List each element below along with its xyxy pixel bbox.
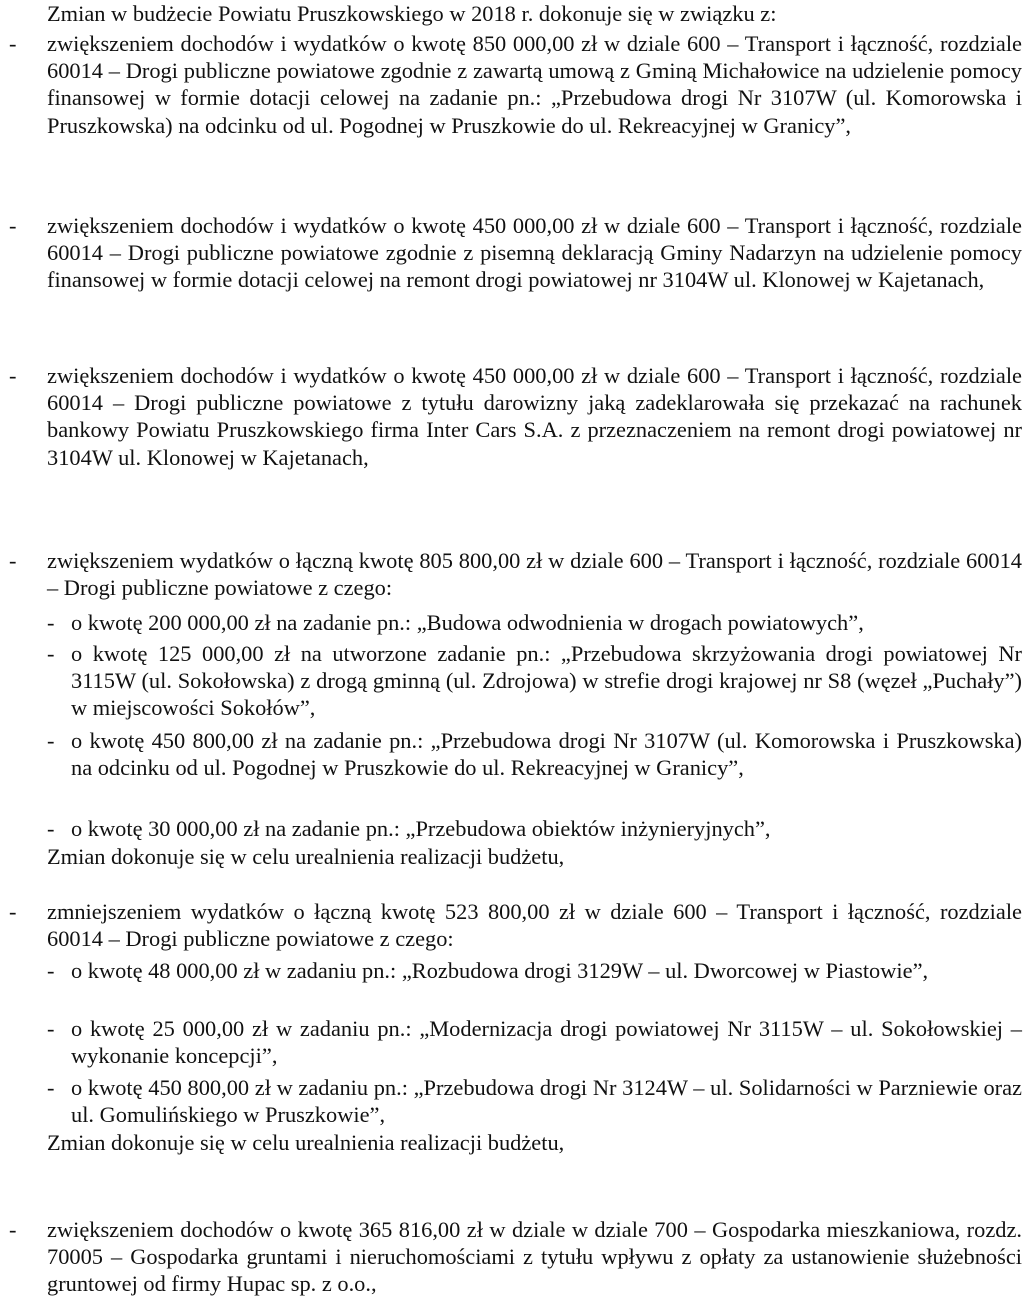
- sub-list-item-text: o kwotę 25 000,00 zł w zadaniu pn.: „Modernizacja drogi powiatowej Nr 3115W – ul. Sokołowskiej – wykonanie koncepcji”,: [71, 1016, 1022, 1069]
- list-dash: -: [9, 363, 17, 388]
- sub-list-item-text: o kwotę 48 000,00 zł w zadaniu pn.: „Rozbudowa drogi 3129W – ul. Dworcowej w Piastowie”,: [71, 958, 929, 983]
- closing-note: Zmian dokonuje się w celu urealnienia realizacji budżetu,: [47, 844, 565, 869]
- list-dash: -: [9, 899, 17, 924]
- closing-note: Zmian dokonuje się w celu urealnienia realizacji budżetu,: [47, 1130, 565, 1155]
- sub-list-dash: -: [47, 1075, 55, 1100]
- list-dash: -: [9, 548, 17, 573]
- sub-list-item-text: o kwotę 30 000,00 zł na zadanie pn.: „Przebudowa obiektów inżynieryjnych”,: [71, 816, 771, 841]
- list-item-text: zwiększeniem dochodów i wydatków o kwotę 850 000,00 zł w dziale 600 – Transport i łączność, rozdziale 60014 – Drogi publiczne powiatowe zgodnie z zawartą umową z Gminą Michałowice na udzielenie pomocy finansowej w formie dotacji celowej na zadanie pn.: „Przebudowa drogi Nr 3107W (ul. Komorowska i Pruszkowska) na odcinku od ul. Pogodnej w Pruszkowie do ul. Rekreacyjnej w Granicy”,: [47, 31, 1022, 138]
- list-item-text: zwiększeniem dochodów i wydatków o kwotę 450 000,00 zł w dziale 600 – Transport i łączność, rozdziale 60014 – Drogi publiczne powiatowe zgodnie z pisemną deklaracją Gminy Nadarzyn na udzielenie pomocy finansowej w formie dotacji celowej na remont drogi powiatowej nr 3104W ul. Klonowej w Kajetanach,: [47, 213, 1022, 293]
- sub-list-dash: -: [47, 728, 55, 753]
- sub-list-item-text: o kwotę 450 800,00 zł na zadanie pn.: „Przebudowa drogi Nr 3107W (ul. Komorowska i Pruszkowska) na odcinku od ul. Pogodnej w Pruszkowie do ul. Rekreacyjnej w Granicy”,: [71, 728, 1022, 781]
- list-dash: -: [9, 31, 17, 56]
- list-item-text: zmniejszeniem wydatków o łączną kwotę 523 800,00 zł w dziale 600 – Transport i łączność, rozdziale 60014 – Drogi publiczne powiatowe z czego:: [47, 899, 1022, 952]
- list-item-text: zwiększeniem dochodów o kwotę 365 816,00 zł w dziale w dziale 700 – Gospodarka mieszkaniowa, rozdz. 70005 – Gospodarka gruntami i nieruchomościami z tytułu wpływu z opłaty za ustanowienie służebności gruntowej od firmy Hupac sp. z o.o.,: [47, 1217, 1022, 1297]
- list-item-text: zwiększeniem wydatków o łączną kwotę 805 800,00 zł w dziale 600 – Transport i łączność, rozdziale 60014 – Drogi publiczne powiatowe z czego:: [47, 548, 1022, 601]
- sub-list-dash: -: [47, 1016, 55, 1041]
- intro-line: Zmian w budżecie Powiatu Pruszkowskiego w 2018 r. dokonuje się w związku z:: [47, 1, 777, 26]
- sub-list-item-text: o kwotę 125 000,00 zł na utworzone zadanie pn.: „Przebudowa skrzyżowania drogi powiatowej Nr 3115W (ul. Sokołowska) z drogą gminną (ul. Zdrojowa) w strefie drogi krajowej nr S8 (węzeł „Puchały”) w miejscowości Sokołów”,: [71, 641, 1022, 721]
- sub-list-dash: -: [47, 816, 55, 841]
- sub-list-dash: -: [47, 958, 55, 983]
- list-dash: -: [9, 213, 17, 238]
- sub-list-item-text: o kwotę 450 800,00 zł w zadaniu pn.: „Przebudowa drogi Nr 3124W – ul. Solidarności w Parzniewie oraz ul. Gomulińskiego w Pruszkowie”,: [71, 1075, 1022, 1128]
- sub-list-dash: -: [47, 641, 55, 666]
- list-item-text: zwiększeniem dochodów i wydatków o kwotę 450 000,00 zł w dziale 600 – Transport i łączność, rozdziale 60014 – Drogi publiczne powiatowe z tytułu darowizny jaką zadeklarowała się przekazać na rachunek bankowy Powiatu Pruszkowskiego firma Inter Cars S.A. z przeznaczeniem na remont drogi powiatowej nr 3104W ul. Klonowej w Kajetanach,: [47, 363, 1022, 470]
- list-dash: -: [9, 1217, 17, 1242]
- sub-list-item-text: o kwotę 200 000,00 zł na zadanie pn.: „Budowa odwodnienia w drogach powiatowych”,: [71, 610, 864, 635]
- sub-list-dash: -: [47, 610, 55, 635]
